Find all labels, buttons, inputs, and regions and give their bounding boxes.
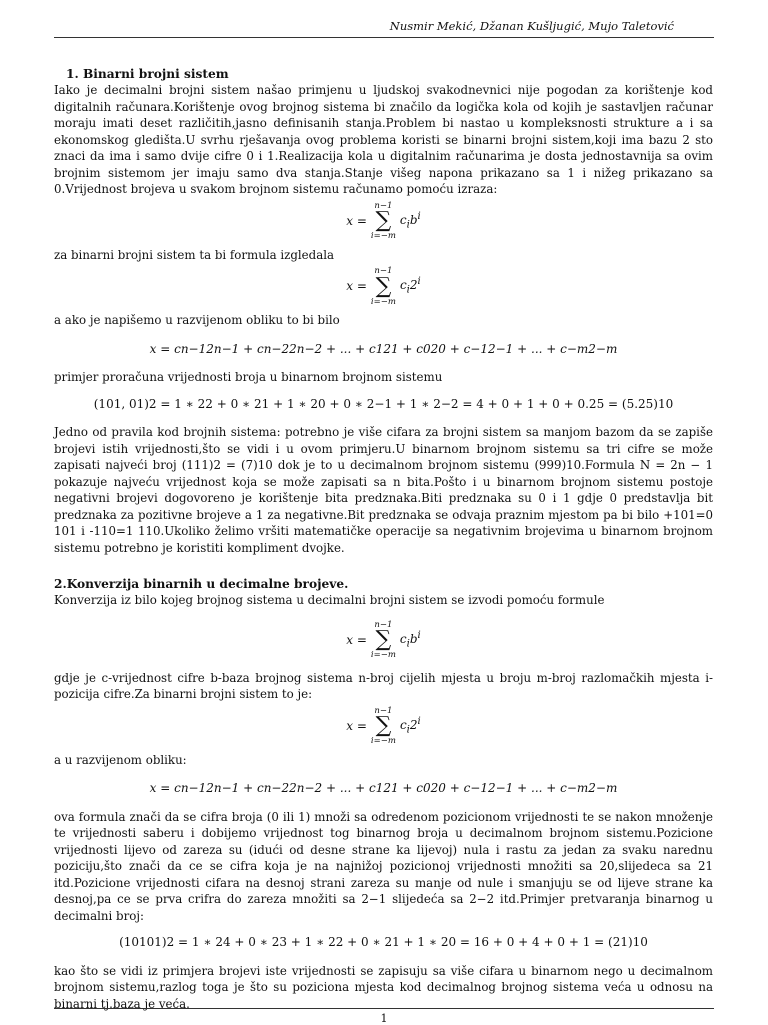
main-content [54, 62, 713, 1012]
section-1-text-3: a ako je napišemo u razvijenom obliku to bi bilo [54, 313, 340, 327]
section-1-text-2: za binarni brojni sistem ta bi formula izgledala [54, 247, 335, 262]
section-2-text-3: a u razvijenom obliku: [54, 752, 187, 767]
equation-expanded-2: x = cn−12n−1 + cn−22n−2 + ... + c121 + c020 + c−12−1 + ... + c−m2−m [149, 781, 618, 795]
section-2-intro: Konverzija iz bilo kojeg brojnog sistema u decimalni brojni sistem se izvodi pomoću formule [54, 593, 605, 607]
section-2-text-2: gdje je c-vrijednost cifre b-baza brojnog sistema n-broj cijelih mjesta u broju m-broj razlomačkih mjesta i-pozicija cifre.Za binarni brojni sistem to je: [54, 670, 713, 701]
equation-sum-general-2: x = n−1 ∑ i=−m $c_ib^i$ [346, 619, 421, 660]
equation-sum-binary: x = n−1 ∑ i=−m $c_i2^i$ [346, 266, 421, 307]
section-2-text-4: ova formula znači da se cifra broja (0 ili 1) množi sa odredenom pozicionom vrijednosti te se nakon množenje te vrijednosti saberu i dobijemo vrijednost tog binarnog broja u decimalnom brojnom sistemu.Pozicione vrijednosti lijevo od zareza su (idući od desne strane ka lijevoj) nula i rastu za jedan za svaku narednu poziciju,što znači da ce se cifra koja je na najnižoj pozicionoj vrijednosti množiti sa 20,slijedeca sa 21 itd.Pozicione vrijednosti cifara na desnoj strani zareza su manje od nule i smanjuju se od lijeve strane ka desnoj,pa ce se prva crifra do zareza množiti sa 2−1 slijedeća sa 2−2 itd.Primjer pretvaranja binarnog u decimalni broj: [54, 809, 713, 923]
section-1-text-4: primjer proračuna vrijednosti broja u binarnom brojnom sistemu [54, 370, 443, 384]
equation-sum-general: x = n−1 ∑ i=−m $c_ib^i$ [346, 200, 421, 241]
equation-sum-binary-2: x = n−1 ∑ i=−m $c_i2^i$ [346, 705, 421, 746]
equation-expanded: x = cn−12n−1 + cn−22n−2 + ... + c121 + c020 + c−12−1 + ... + c−m2−m [149, 341, 618, 356]
header-authors: Nusmir Mekić, Džanan Kušljugić, Mujo Taletović [389, 19, 674, 33]
equation-example-2: (10101)2 = 1 ∗ 24 + 0 ∗ 23 + 1 ∗ 22 + 0 ∗ 21 + 1 ∗ 20 = 16 + 0 + 4 + 0 + 1 = (21)10 [119, 935, 648, 949]
footer-rule [54, 1008, 714, 1009]
section-2-text-5: kao što se vidi iz primjera brojevi iste vrijednosti se zapisuju sa više cifara u binarnom nego u decimalnom brojnom sistemu,razlog toga je što su poziciona mjesta kod decimalnog brojnog sistema veća u odnosu na binarni tj.baza je veća. [54, 963, 713, 1011]
page-number: 1 [380, 1012, 388, 1025]
section-2-title: 2.Konverzija binarnih u decimalne brojeve. [54, 577, 349, 591]
section-1-text-5: Jedno od pravila kod brojnih sistema: potrebno je više cifara za brojni sistem sa manjom bazom da se zapiše brojevi istih vrijednosti,što se vidi i u ovom primjeru.U binarnom brojnom sistemu sa tri cifre se može zapisati najveći broj (111)2 = (7)10 dok je to u decimalnom brojnom sistemu (999)10.Formula N = 2n − 1 pokazuje najveću vrijednost koja se može zapisati sa n bita.Pošto i u binarnom brojnom sistemu postoje negativni brojevi dogovoreno je korištenje bita predznaka.Biti predznaka su 0 i 1 gdje 0 predstavlja bit predznaka za pozitivne brojeve a 1 za negativne.Bit predznaka se odvaja praznim mjestom pa bi bilo +101=0 101 i -110=1 110.Ukoliko želimo vršiti matematičke operacije sa negativnim brojevima u binarnom brojnom sistemu potrebno je koristiti kompliment dvojke. [54, 425, 713, 555]
equation-example-1: (101, 01)2 = 1 ∗ 22 + 0 ∗ 21 + 1 ∗ 20 + 0 ∗ 2−1 + 1 ∗ 2−2 = 4 + 0 + 1 + 0 + 0.25 = (5.25)10 [93, 396, 674, 411]
section-1-intro: Iako je decimalni brojni sistem našao primjenu u ljudskoj svakodnevnici nije pogodan za korištenje kod digitalnih računara.Korištenje ovog brojnog sistema bi značilo da logička kola od kojih je sastavljen računar moraju imati deset različitih,jasno definisanih stanja.Problem bi nastao u kompleksnosti strukture a i sa ekonomskog gledišta.U svrhu rješavanja ovog problema koristi se binarni brojni sistem,koji ima bazu 2 sto znaci da ima i samo dvije cifre 0 i 1.Realizacija kola u digitalnim računarima je dosta jednostavnija sa ovim brojnim sistemom jer imaju samo dva stanja.Stanje višeg napona prikazano sa 1 i nižeg prikazano sa 0.Vrijednost brojeva u svakom brojnom sistemu računamo pomoću izraza: [54, 83, 713, 196]
running-header [54, 14, 714, 38]
section-1-title: 1. Binarni brojni sistem [66, 67, 229, 81]
